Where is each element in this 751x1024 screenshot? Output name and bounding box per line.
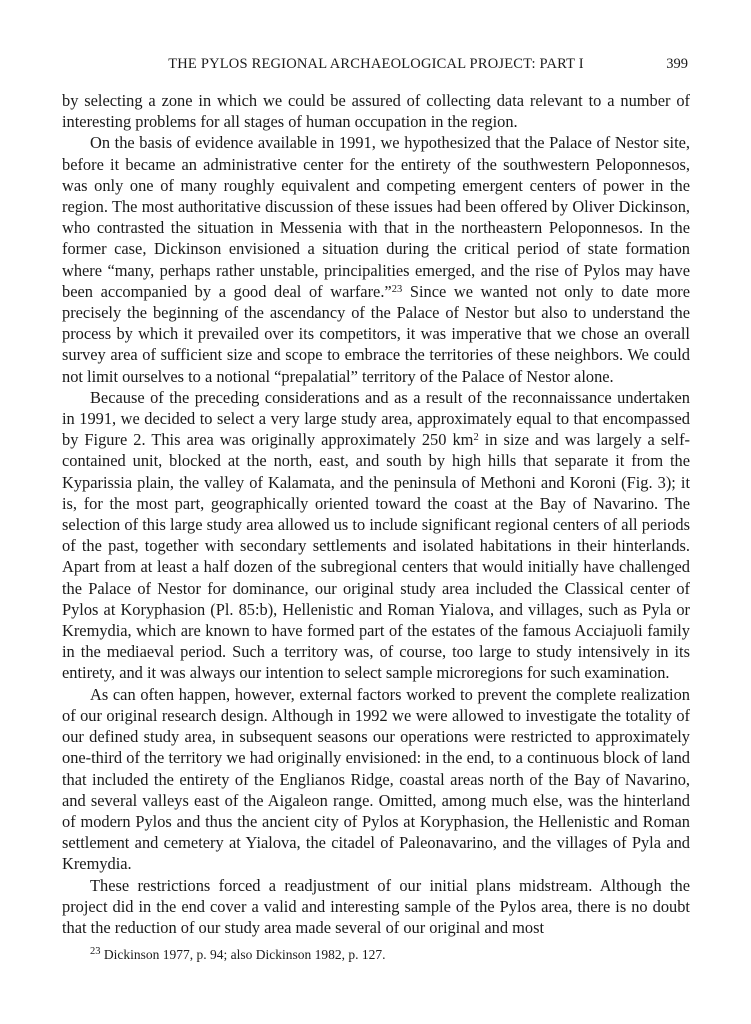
running-head bbox=[64, 56, 688, 78]
paragraph-text: On the basis of evidence available in 1991, we hypothesized that the Palace of Nestor site, before it became an administrative center for the entirety of the southwestern Peloponnesos, was only one of many roughly equivalent and competing emergent centers of power in the region. The most authoritative discussion of these issues had been offered by Oliver Dickinson, who contrasted the situation in Messenia with that in the northeastern Peloponnesos. In the former case, Dickinson envisioned a situation during the critical period of state formation where “many, perhaps rather unstable, principalities emerged, and the rise of Pylos may have been accompanied by a good deal of warfare.” bbox=[62, 133, 690, 301]
paragraph-text: Because of the preceding considerations and as a result of the reconnaissance undertaken in 1991, we decided to select a very large study area, approximately equal to that encompassed by Figure 2. This area was originally approximately 250 km bbox=[62, 387, 690, 450]
running-title: THE PYLOS REGIONAL ARCHAEOLOGICAL PROJECT: PART I bbox=[168, 56, 584, 72]
paragraph-text: These restrictions forced a readjustment of our initial plans midstream. Although the project did in the end cover a valid and interesting sample of the Pylos area, there is no doubt that the reduction of our study area made several of our original and most bbox=[62, 875, 690, 937]
paragraph-text: Since we wanted not only to date more precisely the beginning of the ascendancy of the Palace of Nestor but also to understand the process by which it prevailed over its competitors, it was imperative that we chose an overall survey area of sufficient size and scope to embrace the territories of these neighbors. We could not limit ourselves to a notional “prepalatial” territory of the Palace of Nestor alone. bbox=[62, 281, 690, 386]
superscript-squared: 2 bbox=[473, 432, 479, 444]
footnote-marker: 23 bbox=[90, 946, 101, 957]
paragraph-text: by selecting a zone in which we could be assured of collecting data relevant to a number of interesting problems for all stages of human occupation in the region. bbox=[62, 91, 690, 132]
paragraph-continuation bbox=[62, 90, 690, 132]
paragraph-restrictions bbox=[62, 875, 690, 939]
paragraph-text: As can often happen, however, external factors worked to prevent the complete realization of our original research design. Although in 1992 we were allowed to investigate the totality of our defined study area, in subsequent seasons our operations were restricted to approximately one-third of the territory we had originally envisioned: in the end, to a continuous block of land that included the entirety of the Englianos Ridge, coastal areas north of the Bay of Navarino, and several valleys east of the Aigaleon range. Omitted, among much else, was the hinterland of modern Pylos and thus the ancient city of Pylos at Koryphasion, the Hellenistic and Roman settlement and cemetery at Yialova, the citadel of Paleonavarino, and the villages of Pyla and Kremydia. bbox=[62, 684, 690, 874]
paragraph-study-area bbox=[62, 387, 690, 684]
footnote-text: Dickinson 1977, p. 94; also Dickinson 1982, p. 127. bbox=[100, 947, 386, 962]
paragraph-text: in size and was largely a self-contained unit, blocked at the north, east, and south by high hills that separate it from the Kyparissia plain, the valley of Kalamata, and the peninsula of Methoni and Koroni (Fig. 3); it is, for the most part, geographically oriented toward the coast at the Bay of Navarino. The selection of this large study area allowed us to include significant regional centers of all periods of the past, together with secondary settlements and isolated habitations in their hinterlands. Apart from at least a half dozen of the subregional centers that would initially have challenged the Palace of Nestor for dominance, our original study area included the Classical center of Pylos at Koryphasion (Pl. 85:b), Hellenistic and Roman Yialova, and villages, such as Pyla or Kremydia, which are known to have formed part of the estates of the famous Acciajuoli family in the mediaeval period. Such a territory was, of course, too large to study intensively in its entirety, and it was always our intention to select sample microregions for such examination. bbox=[62, 430, 690, 683]
paragraph-external-factors bbox=[62, 684, 690, 875]
footnote-reference[interactable]: 23 bbox=[391, 283, 403, 295]
page-number: 399 bbox=[666, 56, 688, 72]
paragraph-palace-hypothesis bbox=[62, 132, 690, 386]
body-text bbox=[62, 90, 690, 938]
footnote bbox=[62, 946, 690, 964]
